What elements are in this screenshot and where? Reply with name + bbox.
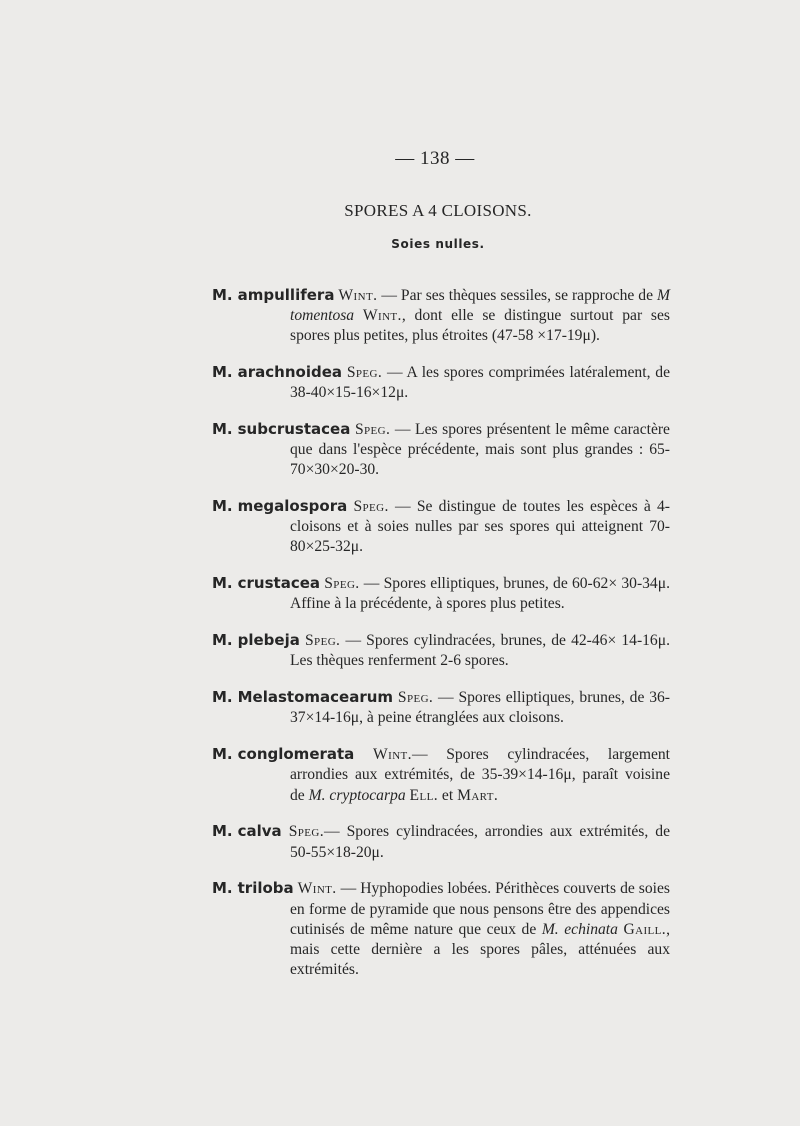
cited-author: Ell. [409, 786, 439, 804]
species-name: Melastomacearum [237, 688, 394, 707]
species-author: Speg. [324, 575, 360, 593]
cited-species: M. echinata [541, 920, 618, 938]
species-name: conglomerata [237, 745, 355, 764]
genus-abbrev: M. [212, 745, 233, 764]
description-text: , mais cette dernière a les spores pâles, atténuées aux extrémités. [290, 920, 670, 979]
description-text: — Par ses thèques sessiles, se rapproche de [377, 286, 657, 304]
description-text: — Spores cylindracées, brunes, de 42-46× 14-16μ. Les thèques renferment 2-6 spores. [290, 632, 670, 670]
description-text: — Spores cylindracées, arrondies aux extrémités, de 50-55×18-20μ. [290, 823, 670, 861]
species-author: Speg. [354, 420, 391, 438]
species-entry [212, 573, 670, 614]
description-text: — Spores cylindracées, largement arrondies aux extrémités, de 35-39×14-16μ, paraît voisine de [290, 746, 670, 804]
genus-abbrev: M. [212, 631, 233, 650]
genus-abbrev: M. [212, 879, 233, 898]
cited-species: M. cryptocarpa [308, 786, 406, 804]
species-name: subcrustacea [237, 419, 351, 438]
genus-abbrev: M. [212, 419, 233, 438]
species-entry [212, 496, 670, 558]
genus-abbrev: M. [212, 822, 233, 841]
species-author: Speg. [288, 823, 325, 841]
description-text: et [438, 786, 458, 804]
species-author: Speg. [346, 363, 383, 381]
species-entry [212, 630, 670, 671]
species-entry [212, 821, 670, 862]
genus-abbrev: M. [212, 497, 233, 515]
species-author: Speg. [353, 498, 389, 515]
description-text: , dont elle se distingue surtout par ses spores plus petites, plus étroites (47-58 ×17-19μ). [290, 306, 670, 344]
description-text: — Spores elliptiques, brunes, de 36-37×14-16μ, à peine étranglées aux cloisons. [290, 689, 670, 727]
species-name: arachnoidea [237, 362, 342, 381]
species-author: Speg. [397, 689, 434, 707]
species-author: Speg. [304, 632, 341, 650]
species-entries [212, 269, 670, 994]
cited-species: M tomentosa [290, 286, 670, 324]
description-text: — Se distingue de toutes les espèces à 4-cloisons et à soies nulles par ses spores qui atteignent 70-80×25-32μ. [290, 498, 670, 556]
species-entry [212, 744, 670, 806]
species-entry [212, 687, 670, 728]
species-author: Wint. [297, 880, 337, 898]
species-entry [212, 285, 670, 347]
species-entry [212, 878, 670, 980]
genus-abbrev: M. [212, 574, 233, 593]
species-entry [212, 419, 670, 481]
species-name: ampullifera [237, 285, 335, 304]
cited-author: Wint. [362, 306, 402, 324]
genus-abbrev: M. [212, 362, 233, 381]
description-text: — Hyphopodies lobées. Périthèces couverts de soies en forme de pyramide que nous pensons être des appendices cutinisés de même nature que ceux de [290, 880, 670, 938]
description-text: — Les spores présentent le même caractère que dans l'espèce précédente, mais sont plus grandes : 65-70×30×20-30. [290, 420, 670, 479]
species-author: Wint. [373, 746, 412, 764]
description-text [354, 307, 363, 324]
species-name: calva [237, 822, 282, 841]
cited-author: Gaill. [623, 920, 667, 938]
genus-abbrev: M. [212, 688, 233, 707]
section-title: SPORES A 4 CLOISONS. [344, 201, 532, 220]
species-name: megalospora [237, 497, 348, 515]
description-text: — A les spores comprimées latéralement, de 38-40×15-16×12μ. [290, 363, 670, 401]
species-entry [212, 362, 670, 403]
species-name: plebeja [237, 631, 300, 650]
page-number: — 138 — [395, 148, 475, 169]
cited-author: Mart. [457, 786, 499, 804]
genus-abbrev: M. [212, 285, 233, 304]
species-author: Wint. [338, 286, 378, 304]
description-text: — Spores elliptiques, brunes, de 60-62× 30-34μ. Affine à la précédente, à spores plus petites. [290, 575, 670, 613]
species-name: triloba [237, 879, 294, 898]
subheading: Soies nulles. [391, 237, 485, 251]
species-name: crustacea [237, 574, 321, 593]
